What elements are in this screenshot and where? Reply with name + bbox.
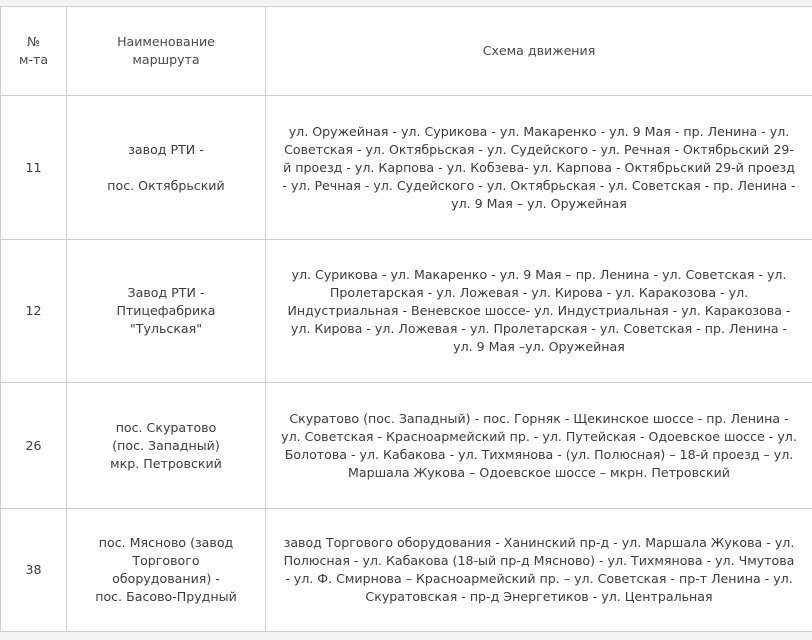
route-number: 12 — [1, 240, 67, 383]
route-name — [67, 383, 266, 509]
route-name — [67, 96, 266, 240]
route-scheme: Скуратово (пос. Западный) - пос. Горняк - Щекинское шоссе - пр. Ленина - ул. Советская - Красноармейский пр. - ул. Путейская - Одоевское шоссе - ул. Болотова - ул. Кабакова - ул. Тихмянова - (ул. Полюсная) – 18-й проезд – ул. Маршала Жукова – Одоевское шоссе – мкрн. Петровский — [266, 383, 812, 509]
route-name-line: Торгового — [132, 553, 200, 568]
route-scheme: ул. Оружейная - ул. Сурикова - ул. Макаренко - ул. 9 Мая - пр. Ленина - ул. Советская - ул. Октябрьская - ул. Судейского - ул. Речная - Октябрьский 29-й проезд - ул. Карпова - ул. Кобзева- ул. Карпова - Октябрьский 29-й проезд - ул. Речная - ул. Судейского - ул. Октябрьская - ул. Советская - пр. Ленина - ул. 9 Мая – ул. Оружейная — [266, 96, 812, 240]
route-name-line: (пос. Западный) — [112, 437, 220, 453]
route-scheme: завод Торгового оборудования - Ханинский пр-д - ул. Маршала Жукова - ул. Полюсная - ул. Кабакова (18-ый пр-д Мясново) - ул. Тихмянова - ул. Чмутова - ул. Ф. Смирнова – Красноармейский пр. – ул. Советская - пр-т Ленина - ул. Скуратовская - пр-д Энергетиков - ул. Центральная — [266, 509, 812, 632]
routes-table-container — [0, 6, 812, 632]
table-row — [1, 240, 812, 383]
route-name — [67, 509, 266, 632]
header-num-line1: № — [26, 34, 41, 49]
table-header-row — [1, 7, 812, 96]
route-scheme: ул. Сурикова - ул. Макаренко - ул. 9 Мая – пр. Ленина - ул. Советская - ул. Пролетарская - ул. Ложевая - ул. Кирова - ул. Каракозова - ул. Индустриальная - Веневское шоссе- ул. Индустриальная - ул. Каракозова - ул. Кирова - ул. Ложевая - ул. Пролетарская - ул. Советская - пр. Ленина - ул. 9 Мая –ул. Оружейная — [266, 240, 812, 383]
route-name-line: пос. Мясново (завод — [98, 535, 234, 550]
route-number: 38 — [1, 509, 67, 632]
route-name-line: мкр. Петровский — [110, 455, 222, 471]
route-name-line: Завод РТИ - — [127, 285, 205, 300]
routes-table — [0, 6, 812, 632]
route-number: 26 — [1, 383, 67, 509]
route-name-line: пос. Басово-Прудный — [95, 589, 237, 604]
table-row — [1, 383, 812, 509]
header-name-line1: Наименование — [117, 34, 215, 49]
table-row — [1, 509, 812, 632]
header-name-line2: маршрута — [132, 52, 200, 67]
route-name — [67, 240, 266, 383]
route-name-line: пос. Скуратово — [115, 419, 217, 435]
table-row — [1, 96, 812, 240]
route-number: 11 — [1, 96, 67, 240]
header-route-number — [1, 7, 67, 96]
header-route-scheme: Схема движения — [266, 7, 812, 96]
header-route-name — [67, 7, 266, 96]
route-name-line: оборудования) - — [112, 571, 220, 586]
header-num-line2: м-та — [18, 52, 49, 67]
route-name-spacer — [79, 159, 253, 177]
route-name-line: завод РТИ - — [128, 141, 204, 157]
route-name-line: пос. Октябрьский — [107, 177, 225, 193]
route-name-line: Птицефабрика "Тульская" — [116, 303, 216, 336]
